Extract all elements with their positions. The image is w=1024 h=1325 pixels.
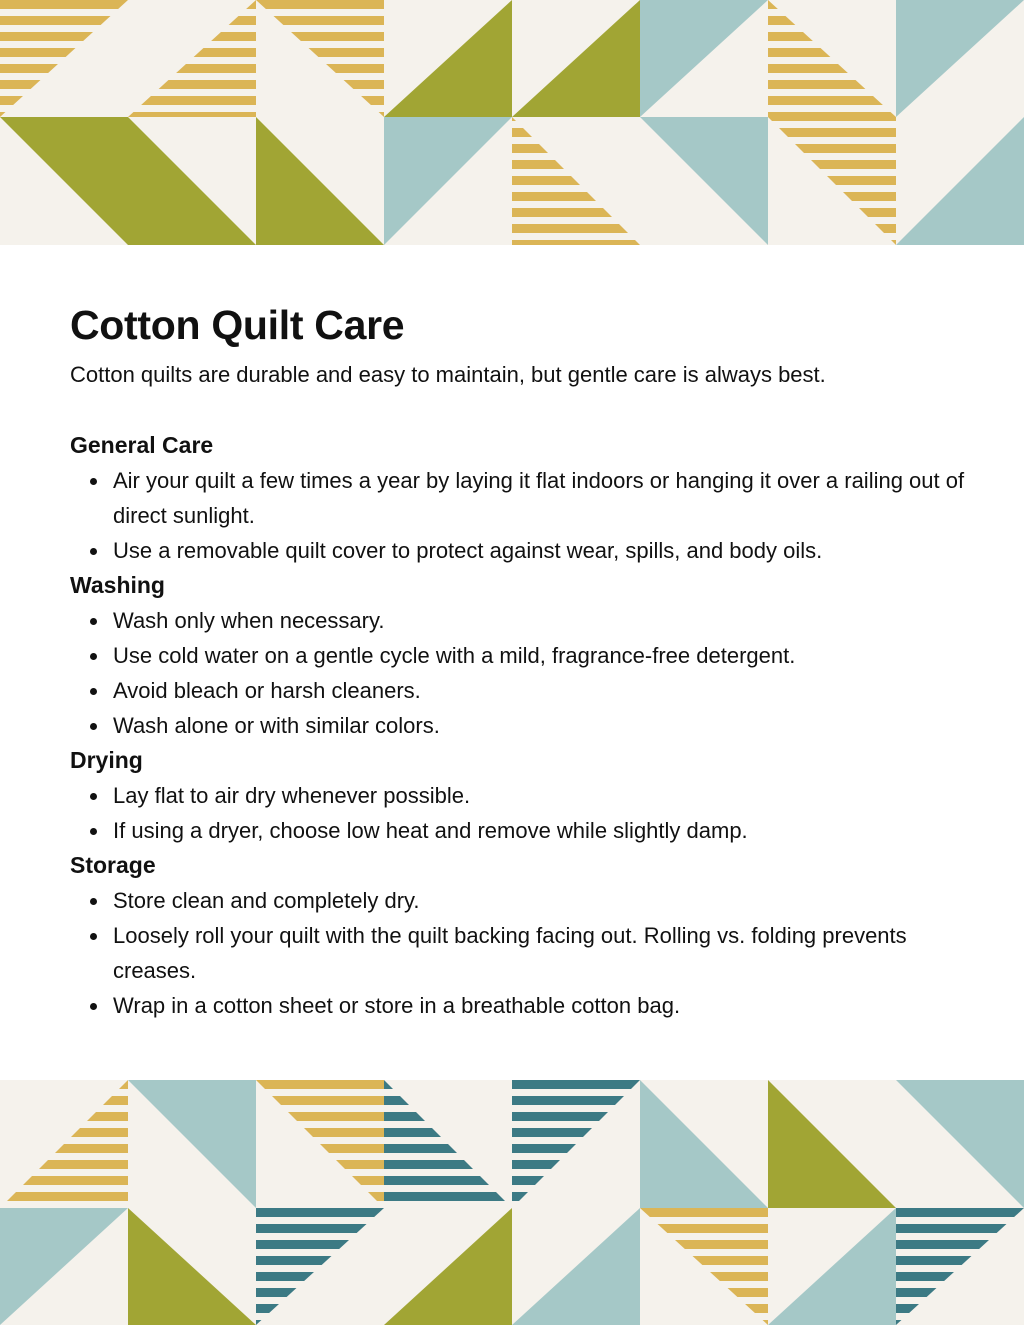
list-item: Use cold water on a gentle cycle with a mild, fragrance-free detergent. [70, 638, 970, 673]
bottom-quilt-pattern-banner [0, 1080, 1024, 1325]
list-item: Lay flat to air dry whenever possible. [70, 778, 970, 813]
bullet-list [70, 463, 970, 568]
bullet-list [70, 883, 970, 1023]
top-quilt-pattern-banner [0, 0, 1024, 245]
list-item: Avoid bleach or harsh cleaners. [70, 673, 970, 708]
section-heading: Drying [70, 747, 143, 773]
page-title: Cotton Quilt Care [70, 302, 405, 348]
list-item: Use a removable quilt cover to protect against wear, spills, and body oils. [70, 533, 970, 568]
list-item: Loosely roll your quilt with the quilt backing facing out. Rolling vs. folding prevents creases. [70, 918, 970, 988]
list-item: Store clean and completely dry. [70, 883, 970, 918]
section-heading: Washing [70, 572, 165, 598]
list-item: Wash only when necessary. [70, 603, 970, 638]
quilt-pattern-graphic [0, 0, 1024, 245]
section-general-care [70, 428, 970, 568]
section-washing [70, 568, 970, 743]
list-item: Wrap in a cotton sheet or store in a breathable cotton bag. [70, 988, 970, 1023]
list-item: If using a dryer, choose low heat and remove while slightly damp. [70, 813, 970, 848]
bullet-list [70, 603, 970, 743]
section-storage [70, 848, 970, 1023]
section-drying [70, 743, 970, 848]
section-heading: General Care [70, 432, 214, 458]
intro-text: Cotton quilts are durable and easy to maintain, but gentle care is always best. [70, 362, 826, 387]
care-guide-content [70, 300, 970, 1023]
list-item: Wash alone or with similar colors. [70, 708, 970, 743]
list-item: Air your quilt a few times a year by laying it flat indoors or hanging it over a railing out of direct sunlight. [70, 463, 970, 533]
section-heading: Storage [70, 852, 156, 878]
quilt-pattern-graphic [0, 1080, 1024, 1325]
bullet-list [70, 778, 970, 848]
